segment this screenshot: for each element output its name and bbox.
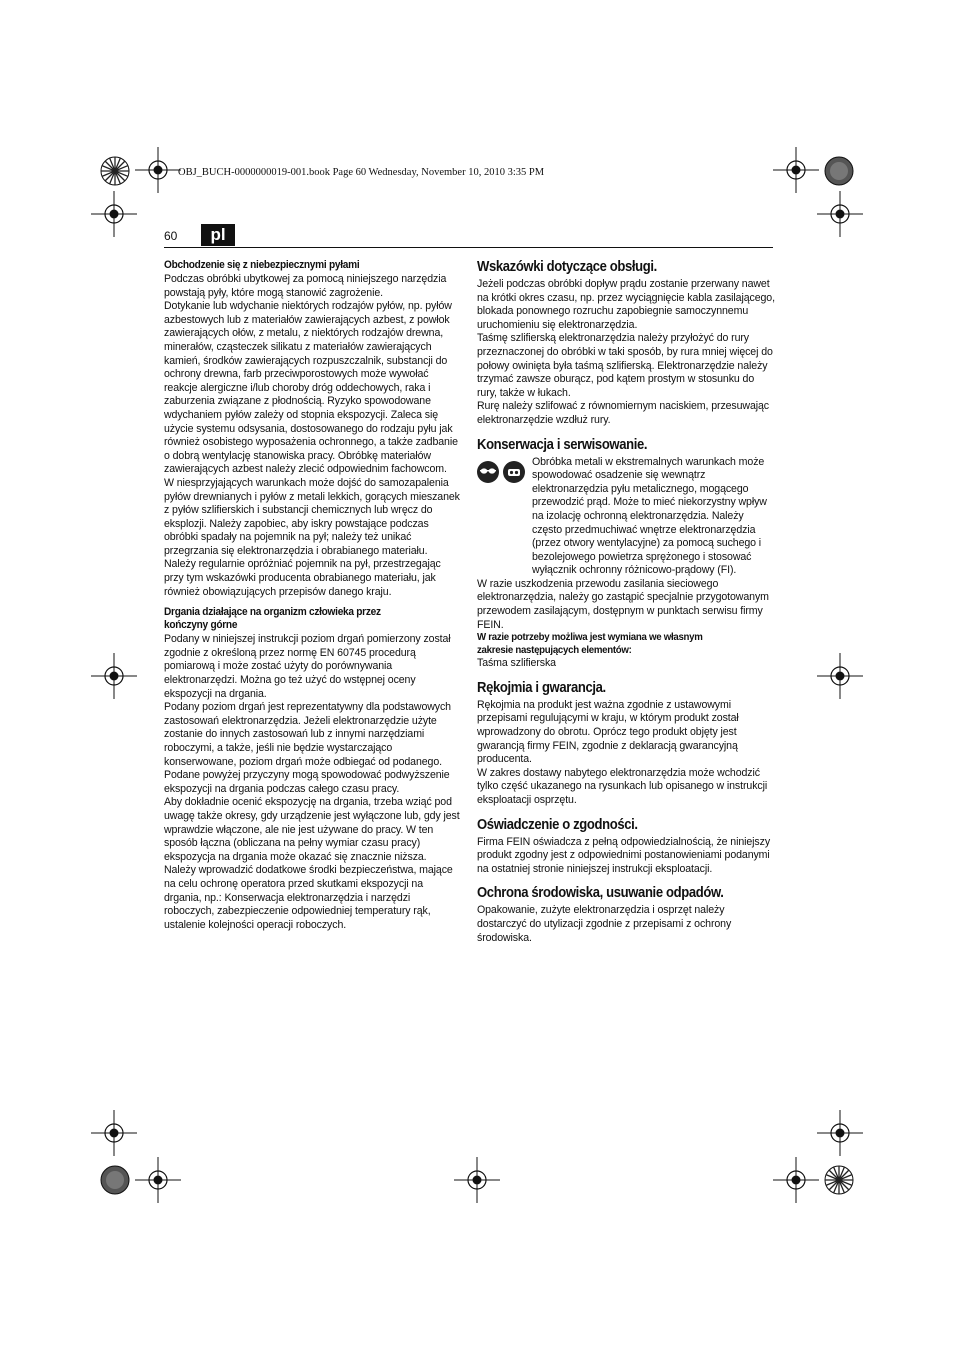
note-line: zakresie następujących elementów: (477, 644, 632, 656)
paragraph: Dotykanie lub wdychanie niektórych rodzajów pyłów, np. pyłów azbestowych lub z materiałów zawierających azbest, z powłok zawierających ołów, z metalu, z niektórych rodzajów drewna, minerałów, cząsteczek silikatu z materiałów zawierających kamień, środków zawierających rozpuszczalnik, substancji do ochrony drewna, farb przeciwporostowych może wywołać reakcje alergiczne i/lub choroby dróg oddechowych, raka i zaburzenia związane z płodnością. Ryzyko spowodowane wdychaniem pyłów zależy od stopnia ekspozycji. Zaleca się użycie systemu odsysania, dostosowanego do rodzaju pyłu jak również osobistego wyposażenia ochronnego, a także zadbanie o dobrą wentylację stanowiska pracy. Obróbkę materiałów zawierających azbest należy zlecić odpowiednim fachowcom. (164, 300, 458, 476)
paragraph: Aby dokładnie ocenić ekspozycję na drgania, trzeba wziąć pod uwagę także okresy, gdy urządzenie jest wyłączone lub, gdy jest wprawdzie włączone, ale nie jest używane do pracy. W ten sposób łączna (obliczana na pełny wymiar czasu pracy) ekspozycja na drgania może okazać się znacznie niższa. (164, 796, 460, 863)
starburst-icon (100, 156, 130, 186)
section-title: Obchodzenie się z niebezpiecznymi pyłami (164, 259, 360, 271)
paragraph: W niesprzyjających warunkach może dojść do samozapalenia pyłów drewnianych i pyłów z metali lekkich, gorących mieszanek z pyłów szlifierskich i substancji chemicznych lub wręcz do eksplozji. Należy zapobiec, aby iskry powstające podczas obróbki spadały na pojemnik na pył; należy też unikać przegrzania się elektronarzędzia i obrabianego materiału. Należy regularnie opróżniać pojemnik na pył, przestrzegając przy tym wskazówki producenta obrabianego materiału, jak również obowiązujących przepisów danego kraju. (164, 476, 460, 598)
goggles-icon (477, 461, 499, 483)
replaceable-parts-note (477, 632, 754, 657)
page-number: 60 (164, 229, 178, 243)
crosshair-icon (817, 653, 863, 699)
paragraph: Taśmę szlifierską elektronarzędzia należy przyłożyć do rury przeznaczonej do obróbki w taki sposób, by rura mniej więcej do połowy owinięta była taśmą szlifierską. Elektronarzędzie należy trzymać zawsze oburącz, pod kątem prostym w stosunku do rury, także w łukach. (477, 332, 773, 399)
paragraph: Podany poziom drgań jest reprezentatywny dla podstawowych zastosowań elektronarzędzia. Jeżeli elektronarzędzie użyte zostanie do innych zastosowań lub z innymi narzędziami roboczymi, a także, jeśli nie będzie wystarczająco konserwowane, poziom drgań może odbiegać od podanego. Podane powyżej przyczyny mogą spowodować podwyższenie ekspozycji na drgania podczas całego czasu pracy. (164, 701, 451, 795)
section-title (164, 606, 438, 632)
paragraph: W zakres dostawy nabytego elektronarzędzia może wchodzić tylko część ukazanego na rysunkach lub opisanego w instrukcji eksploatacji osprzętu. (477, 766, 768, 806)
left-column (164, 259, 462, 932)
crosshair-icon (454, 1157, 500, 1203)
section-title: Konserwacja i serwisowanie. (477, 436, 648, 453)
starburst-icon (824, 1165, 854, 1195)
paragraph: Podany w niniejszej instrukcji poziom drgań pomierzony został zgodnie z określoną przez normę EN 60745 procedurą pomiarową i może zostać użyty do porównywania elektronarzędzi. Można go też użyć do wstępnej oceny ekspozycji na drgania. (164, 633, 451, 700)
paragraph: Rurę należy szlifować z równomiernym naciskiem, przesuwając elektronarzędzie wzdłuż rury. (477, 400, 770, 426)
paragraph: Podczas obróbki ubytkowej za pomocą niniejszego narzędzia powstają pyły, które mogą stanowić zagrożenie. (164, 273, 447, 299)
crosshair-icon (135, 1157, 181, 1203)
paragraph: Rękojmia na produkt jest ważna zgodnie z ustawowymi przepisami regulującymi w kraju, w którym produkt został wprowadzony do obrotu. Oprócz tego produkt objęty jest gwarancją firmy FEIN, zgodnie z deklaracją gwarancyjną producenta. (477, 698, 739, 766)
dotted-disc-icon (824, 156, 854, 186)
paragraph: Opakowanie, zużyte elektronarzędzia i osprzęt należy dostarczyć do utylizacji zgodnie z przepisami z ochrony środowiska. (477, 904, 732, 944)
header-rule (164, 247, 773, 248)
note-line: W razie potrzeby możliwa jest wymiana we własnym (477, 632, 703, 644)
dotted-disc-icon (100, 1165, 130, 1195)
maintenance-block (477, 456, 775, 578)
section-title: Oświadczenie o zgodności. (477, 816, 638, 833)
section-title-line: Drgania działające na organizm człowieka przez (164, 606, 381, 619)
paragraph: Firma FEIN oświadcza z pełną odpowiedzialnością, że niniejszy produkt zgodny jest z odpowiednimi postanowieniami podanymi na ostatniej stronie niniejszej instrukcji eksploatacji. (477, 835, 771, 875)
list-item: Taśma szlifierska (477, 657, 556, 670)
safety-icons (477, 460, 525, 484)
crosshair-icon (91, 653, 137, 699)
paragraph: W razie uszkodzenia przewodu zasilania sieciowego elektronarzędzia, należy go zastąpić specjalnie przygotowanym przewodem zasilającym, dostępnym w punktach serwisu firmy FEIN. (477, 577, 769, 631)
mask-icon (503, 461, 525, 483)
section-title: Ochrona środowiska, usuwanie odpadów. (477, 885, 724, 902)
crosshair-icon (135, 147, 181, 193)
right-column (477, 259, 775, 945)
section-title: Rękojmia i gwarancja. (477, 679, 606, 696)
crosshair-icon (91, 1110, 137, 1156)
section-title-line: kończyny górne (164, 619, 238, 632)
language-badge: pl (201, 224, 235, 246)
print-slug: OBJ_BUCH-0000000019-001.book Page 60 Wednesday, November 10, 2010 3:35 PM (178, 167, 545, 178)
crosshair-icon (773, 147, 819, 193)
crosshair-icon (91, 191, 137, 237)
paragraph: Należy wprowadzić dodatkowe środki bezpieczeństwa, mające na celu ochronę operatora przed skutkami ekspozycji na drgania, np.: Konserwacja elektronarzędzia i narzędzi roboczych, zabezpieczenie odpowiedniej temperatury rąk, ustalenie kolejności operacji roboczych. (164, 864, 453, 931)
crosshair-icon (773, 1157, 819, 1203)
crosshair-icon (817, 191, 863, 237)
paragraph-indented: Obróbka metali w ekstremalnych warunkach może spowodować osadzenie się wewnątrz elektronarzędzia pyłu metalicznego, mogącego przewodzić prąd. Może to mieć niekorzystny wpływ na izolację ochronną elektronarzędzia. Należy często przedmuchiwać wnętrze elektronarzędzia (przez otwory wentylacyjne) za pomocą suchego i bezolejowego powietrza sprężonego i stosować wyłącznik ochronny różnicowo-prądowy (FI). (532, 455, 767, 577)
paragraph: Jeżeli podczas obróbki dopływ prądu zostanie przerwany nawet na krótki okres czasu, np. przez wyciągnięcie kabla zasilającego, blokada ponownego rozruchu zapobiegnie samoczynnemu uruchomieniu się elektronarzędzia. (477, 278, 775, 331)
section-title: Wskazówki dotyczące obsługi. (477, 259, 657, 275)
crosshair-icon (817, 1110, 863, 1156)
